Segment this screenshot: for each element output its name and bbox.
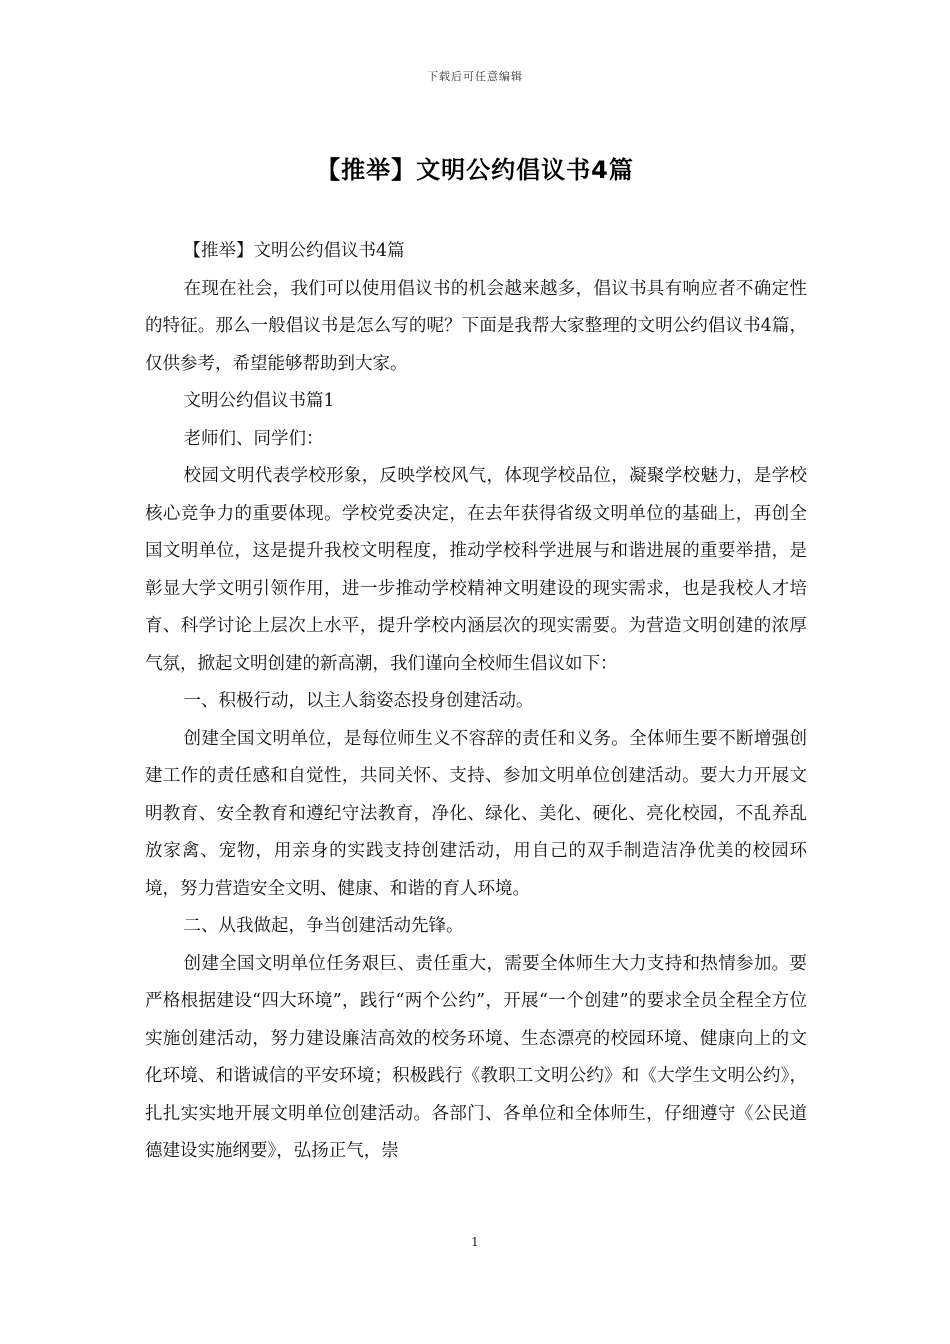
- document-title: 【推举】文明公约倡议书4篇: [316, 156, 634, 184]
- paragraph: 在现在社会，我们可以使用倡议书的机会越来越多，倡议书具有响应者不确定性的特征。那么一般倡议书是怎么写的呢？下面是我帮大家整理的文明公约倡议书4篇，仅供参考，希望能够帮助到大家。: [145, 278, 807, 374]
- section-heading: 文明公约倡议书篇1: [183, 391, 335, 411]
- header-note: 下载后可任意编辑: [427, 70, 523, 83]
- salutation: 老师们、同学们：: [183, 428, 324, 449]
- subheading: 二、从我做起，争当创建活动先锋。: [183, 916, 464, 936]
- paragraph: 【推举】文明公约倡议书4篇: [183, 241, 405, 261]
- paragraph: 创建全国文明单位任务艰巨、责任重大，需要全体师生大力支持和热情参加。要严格根据建设“四大环境”，践行“两个公约”，开展“一个创建”的要求全员全程全方位实施创建活动，努力建设廉洁高效的校务环境、生态漂亮的校园环境、健康向上的文化环境、和谐诚信的平安环境；积极践行《教职工文明公约》和《大学生文明公约》，扎扎实实地开展文明单位创建活动。各部门、各单位和全体师生，仔细遵守《公民道德建设实施纲要》，弘扬正气，崇: [145, 953, 807, 1161]
- page-number: 1: [471, 1235, 479, 1249]
- document-body: [145, 233, 807, 1171]
- paragraph: 校园文明代表学校形象，反映学校风气，体现学校品位，凝聚学校魅力，是学校核心竞争力的重要体现。学校党委决定，在去年获得省级文明单位的基础上，再创全国文明单位，这是提升我校文明程度，推动学校科学进展与和谐进展的重要举措，是彰显大学文明引领作用，进一步推动学校精神文明建设的现实需求，也是我校人才培育、科学讨论上层次上水平，提升学校内涵层次的现实需要。为营造文明创建的浓厚气氛，掀起文明创建的新高潮，我们谨向全校师生倡议如下：: [145, 466, 807, 674]
- paragraph: 创建全国文明单位，是每位师生义不容辞的责任和义务。全体师生要不断增强创建工作的责任感和自觉性，共同关怀、支持、参加文明单位创建活动。要大力开展文明教育、安全教育和遵纪守法教育，净化、绿化、美化、硬化、亮化校园，不乱养乱放家禽、宠物，用亲身的实践支持创建活动，用自己的双手制造洁净优美的校园环境，努力营造安全文明、健康、和谐的育人环境。: [145, 728, 807, 899]
- subheading: 一、积极行动，以主人翁姿态投身创建活动。: [183, 691, 534, 711]
